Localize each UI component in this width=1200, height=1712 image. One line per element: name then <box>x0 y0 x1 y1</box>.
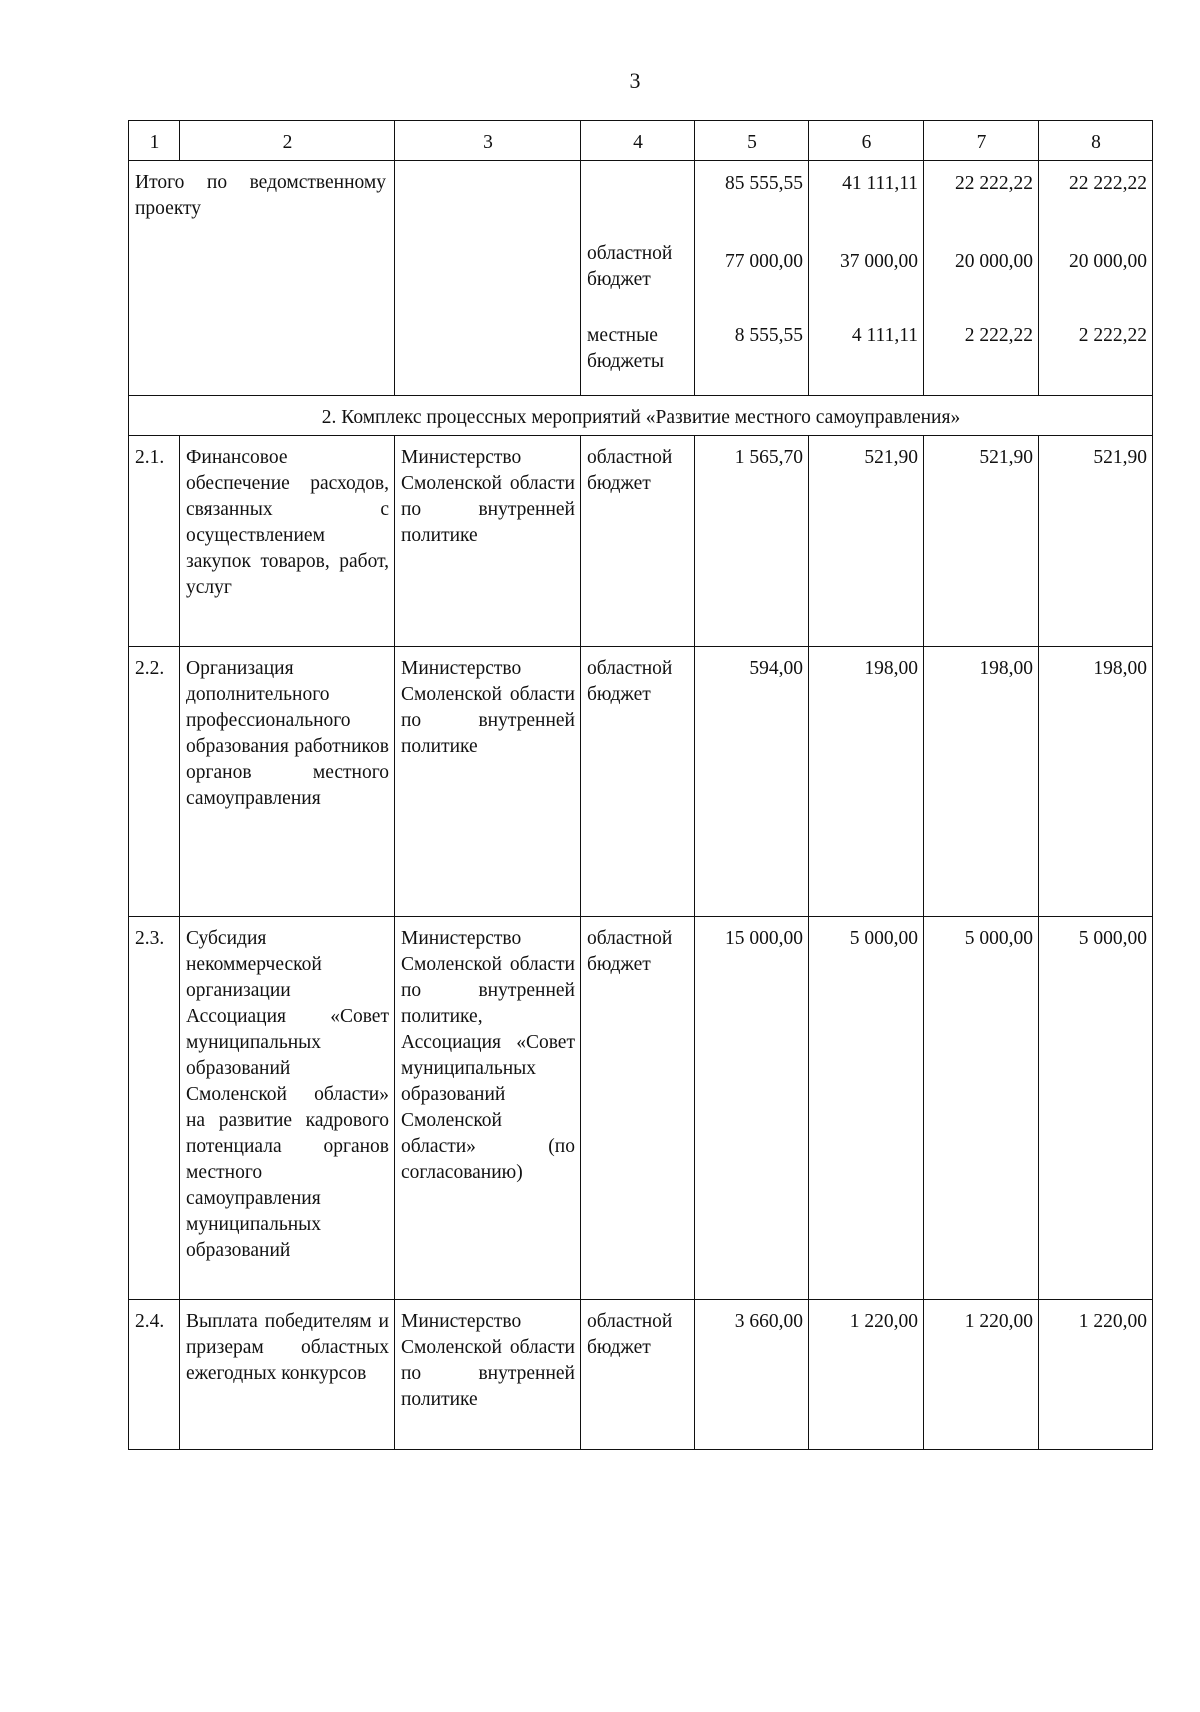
total-source-0 <box>587 171 689 241</box>
total-value: 20 000,00 <box>1069 251 1147 272</box>
item-value: 1 565,70 <box>695 436 809 647</box>
total-value: 37 000,00 <box>840 251 918 272</box>
total-source-2: местные бюджеты <box>587 325 664 372</box>
item-value: 3 660,00 <box>695 1300 809 1450</box>
total-source-1: областной бюджет <box>587 243 673 290</box>
item-value: 5 000,00 <box>809 917 924 1300</box>
header-cell: 8 <box>1039 121 1153 161</box>
item-source: областной бюджет <box>581 436 695 647</box>
header-cell: 6 <box>809 121 924 161</box>
table-row <box>129 436 1153 647</box>
item-value: 5 000,00 <box>924 917 1039 1300</box>
item-value: 15 000,00 <box>695 917 809 1300</box>
item-value: 5 000,00 <box>1039 917 1153 1300</box>
header-cell: 1 <box>129 121 180 161</box>
total-value: 85 555,55 <box>725 173 803 194</box>
item-name: Выплата победителям и призерам областных ежегодных конкурсов <box>180 1300 395 1450</box>
total-row <box>129 161 1153 396</box>
total-value: 41 111,11 <box>842 173 918 194</box>
item-number: 2.2. <box>129 647 180 917</box>
item-value: 1 220,00 <box>809 1300 924 1450</box>
item-name: Финансовое обеспечение расходов, связанных с осуществлением закупок товаров, работ, услуг <box>180 436 395 647</box>
item-value: 198,00 <box>924 647 1039 917</box>
total-value: 4 111,11 <box>851 325 918 346</box>
item-name: Субсидия некоммерческой организации Ассоциация «Совет муниципальных образований Смоленской области» на развитие кадрового потенциала органов местного самоуправления муниципальных образований <box>180 917 395 1300</box>
item-value: 1 220,00 <box>924 1300 1039 1450</box>
total-value: 77 000,00 <box>725 251 803 272</box>
item-executor: Министерство Смоленской области по внутренней политике <box>395 436 581 647</box>
item-source: областной бюджет <box>581 1300 695 1450</box>
total-col8 <box>1039 161 1153 396</box>
item-number: 2.1. <box>129 436 180 647</box>
section-title: 2. Комплекс процессных мероприятий «Развитие местного самоуправления» <box>129 396 1153 436</box>
table-row <box>129 1300 1153 1450</box>
header-cell: 4 <box>581 121 695 161</box>
total-col6 <box>809 161 924 396</box>
total-value: 2 222,22 <box>964 325 1033 346</box>
header-row <box>129 121 1153 161</box>
item-source: областной бюджет <box>581 647 695 917</box>
header-cell: 2 <box>180 121 395 161</box>
item-executor: Министерство Смоленской области по внутренней политике, Ассоциация «Совет муниципальных образований Смоленской области» (по согласованию) <box>395 917 581 1300</box>
total-col7 <box>924 161 1039 396</box>
total-value: 22 222,22 <box>1069 173 1147 194</box>
item-number: 2.4. <box>129 1300 180 1450</box>
item-value: 521,90 <box>809 436 924 647</box>
total-executor-cell <box>395 161 581 396</box>
item-value: 521,90 <box>1039 436 1153 647</box>
item-value: 198,00 <box>1039 647 1153 917</box>
table-row <box>129 647 1153 917</box>
total-sources <box>581 161 695 396</box>
total-value: 8 555,55 <box>734 325 803 346</box>
item-executor: Министерство Смоленской области по внутренней политике <box>395 1300 581 1450</box>
item-executor: Министерство Смоленской области по внутренней политике <box>395 647 581 917</box>
item-source: областной бюджет <box>581 917 695 1300</box>
total-value: 2 222,22 <box>1078 325 1147 346</box>
total-label: Итого по ведомственному проекту <box>129 161 395 396</box>
table-row <box>129 917 1153 1300</box>
item-name: Организация дополнительного профессионального образования работников органов местного самоуправления <box>180 647 395 917</box>
item-value: 521,90 <box>924 436 1039 647</box>
total-col5 <box>695 161 809 396</box>
page-number: 3 <box>629 68 641 93</box>
item-number: 2.3. <box>129 917 180 1300</box>
item-value: 1 220,00 <box>1039 1300 1153 1450</box>
budget-table <box>128 120 1153 1450</box>
header-cell: 7 <box>924 121 1039 161</box>
item-value: 594,00 <box>695 647 809 917</box>
item-value: 198,00 <box>809 647 924 917</box>
header-cell: 5 <box>695 121 809 161</box>
total-value: 20 000,00 <box>955 251 1033 272</box>
header-cell: 3 <box>395 121 581 161</box>
section-row <box>129 396 1153 436</box>
total-value: 22 222,22 <box>955 173 1033 194</box>
